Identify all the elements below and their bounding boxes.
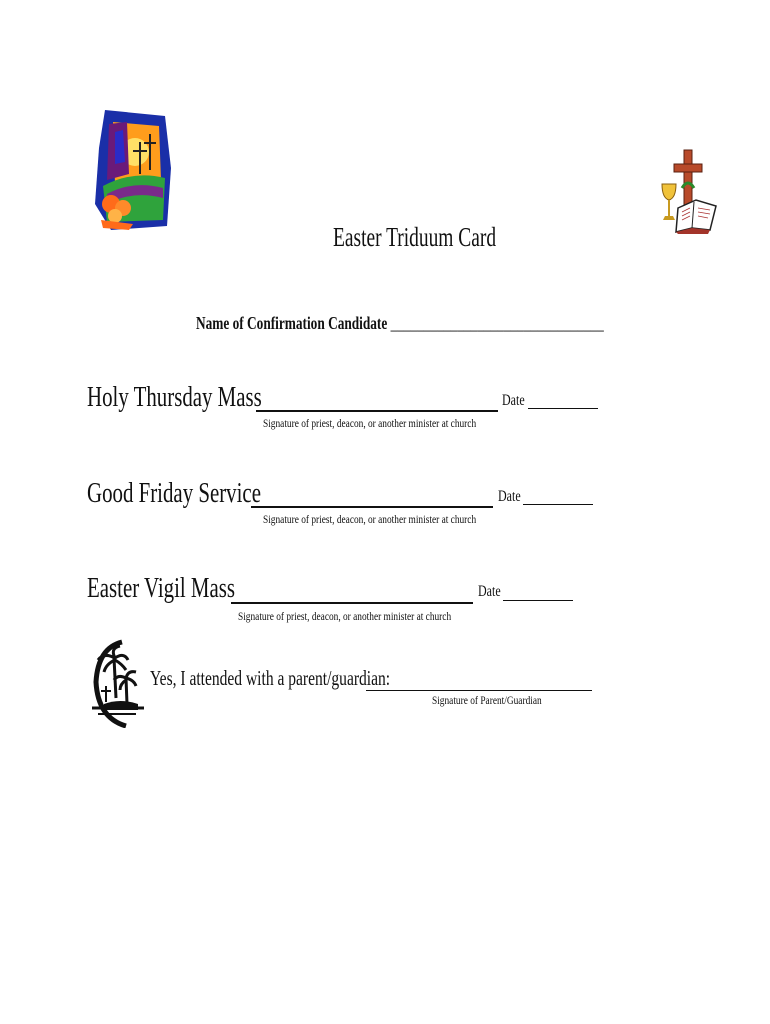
parent-signature-line[interactable] bbox=[366, 690, 592, 691]
parent-attendance-label: Yes, I attended with a parent/guardian: bbox=[150, 666, 391, 690]
date-field-holy-thursday[interactable] bbox=[528, 408, 598, 409]
date-field-good-friday[interactable] bbox=[523, 504, 593, 505]
page-title: Easter Triduum Card bbox=[333, 222, 497, 252]
palm-cross-icon bbox=[90, 638, 146, 728]
parent-signature-caption: Signature of Parent/Guardian bbox=[432, 693, 542, 707]
signature-line-holy-thursday[interactable] bbox=[256, 410, 498, 412]
signature-caption-easter-vigil: Signature of priest, deacon, or another minister at church bbox=[238, 609, 452, 623]
date-field-easter-vigil[interactable] bbox=[503, 600, 573, 601]
service-label-holy-thursday: Holy Thursday Mass bbox=[87, 381, 262, 413]
date-label-easter-vigil: Date bbox=[478, 583, 501, 600]
candidate-name-label: Name of Confirmation Candidate bbox=[196, 313, 388, 333]
date-label-holy-thursday: Date bbox=[502, 392, 525, 409]
service-label-easter-vigil: Easter Vigil Mass bbox=[87, 572, 235, 604]
easter-sunrise-crosses-icon bbox=[93, 108, 173, 232]
candidate-name-row bbox=[196, 313, 747, 334]
candidate-name-field[interactable]: ________________________________ bbox=[390, 313, 604, 333]
signature-line-good-friday[interactable] bbox=[251, 506, 493, 508]
cross-chalice-bible-icon bbox=[660, 148, 718, 234]
service-label-good-friday: Good Friday Service bbox=[87, 477, 261, 509]
date-label-good-friday: Date bbox=[498, 488, 521, 505]
signature-line-easter-vigil[interactable] bbox=[231, 602, 473, 604]
signature-caption-good-friday: Signature of priest, deacon, or another minister at church bbox=[263, 512, 477, 526]
signature-caption-holy-thursday: Signature of priest, deacon, or another minister at church bbox=[263, 416, 477, 430]
